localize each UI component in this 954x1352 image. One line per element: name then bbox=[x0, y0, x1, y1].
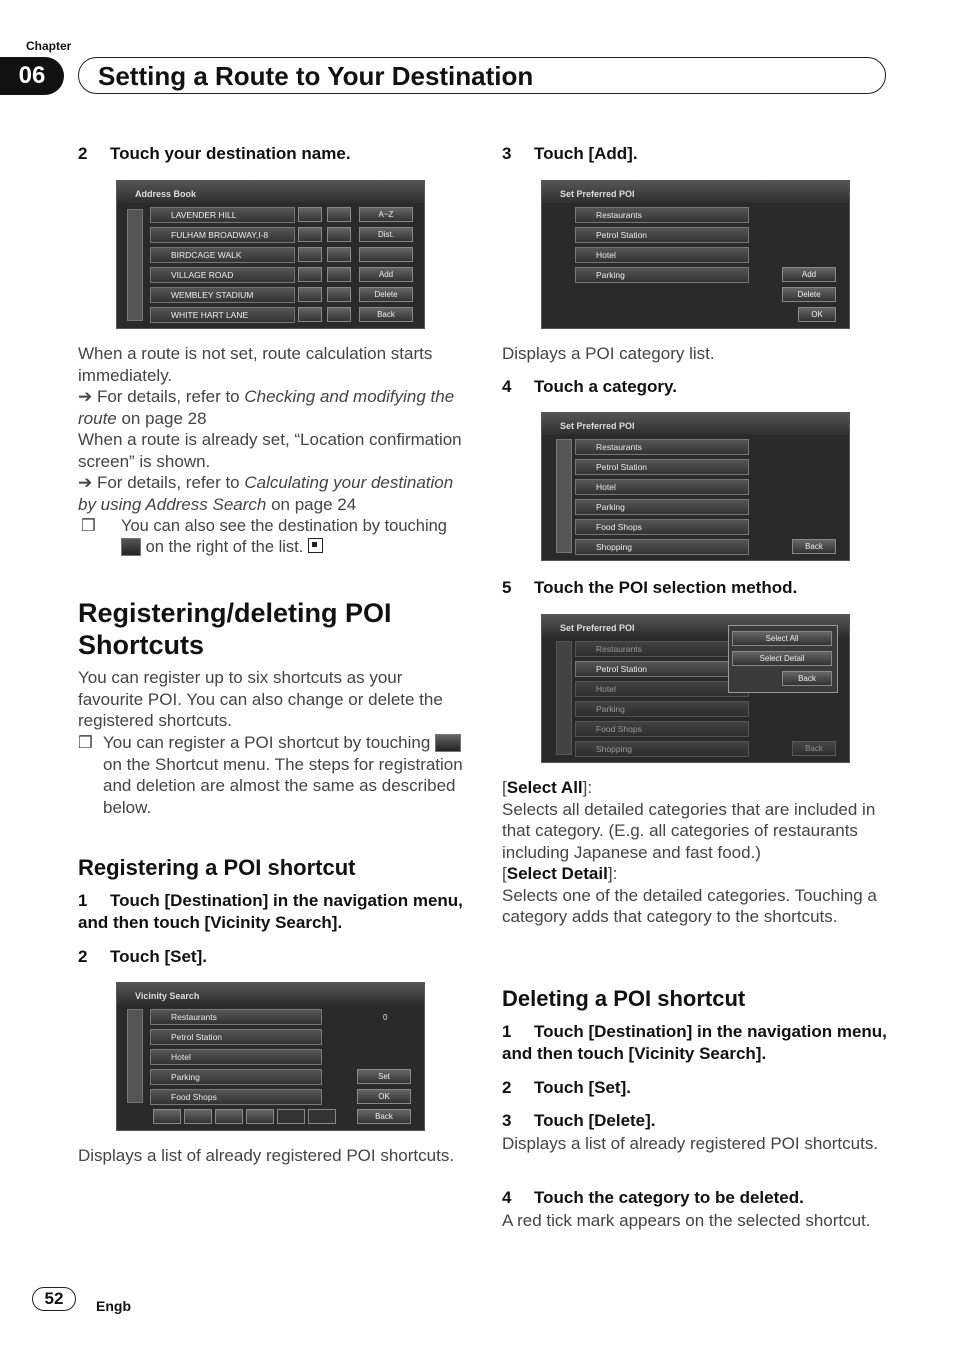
note-shortcut-menu bbox=[103, 732, 465, 818]
step-text: Touch [Destination] in the navigation menu, and then touch [Vicinity Search]. bbox=[502, 1022, 887, 1063]
delete-button: Delete bbox=[359, 287, 413, 302]
back-button: Back bbox=[359, 307, 413, 322]
list-item: Parking bbox=[575, 701, 749, 717]
select-detail-button: Select Detail bbox=[732, 651, 832, 666]
list-item: Petrol Station bbox=[575, 661, 749, 677]
ref-suffix: on page 24 bbox=[266, 494, 357, 514]
scrollbar bbox=[556, 439, 572, 553]
step-5-selection-method bbox=[502, 577, 887, 599]
step-number: 4 bbox=[502, 1188, 512, 1207]
shortcut-slot bbox=[246, 1109, 274, 1124]
register-step-1 bbox=[78, 890, 463, 934]
step-text: Touch the category to be deleted. bbox=[534, 1188, 804, 1207]
registered-list-text: Displays a list of already registered POI shortcuts. bbox=[78, 1146, 455, 1165]
preferred-poi-selection-screenshot bbox=[541, 614, 850, 763]
delete-step-1 bbox=[502, 1021, 887, 1065]
select-detail-text: Selects one of the detailed categories. Touching a category adds that category to the shortcuts. bbox=[502, 885, 877, 926]
reference-address-search bbox=[78, 472, 463, 515]
step-number: 3 bbox=[502, 144, 512, 163]
list-item: WHITE HART LANE bbox=[150, 307, 295, 323]
list-item: Petrol Station bbox=[150, 1029, 322, 1045]
chapter-label: Chapter bbox=[26, 39, 72, 53]
shortcut-icon bbox=[435, 734, 461, 752]
list-item: Restaurants bbox=[575, 641, 749, 657]
step-number: 1 bbox=[502, 1022, 512, 1041]
step-text: Touch [Delete]. bbox=[534, 1111, 656, 1130]
ok-button: OK bbox=[357, 1089, 411, 1104]
list-item: LAVENDER HILL bbox=[150, 207, 295, 223]
preferred-poi-category-screenshot bbox=[541, 412, 850, 561]
note-text-b: on the Shortcut menu. The steps for registration and deletion are almost the same as described below. bbox=[103, 754, 463, 817]
list-item: VILLAGE ROAD bbox=[150, 267, 295, 283]
subsection-title-register: Registering a POI shortcut bbox=[78, 855, 356, 880]
list-item: WEMBLEY STADIUM bbox=[150, 287, 295, 303]
step-number: 1 bbox=[78, 891, 88, 910]
select-all-label: Select All bbox=[506, 778, 583, 797]
step-number: 5 bbox=[502, 578, 512, 597]
edit-icon bbox=[327, 267, 351, 282]
select-all-text: Selects all detailed categories that are included in that category. (E.g. all categories of restaurants including Japanese and fast food.) bbox=[502, 799, 876, 862]
vicinity-search-screenshot bbox=[116, 982, 425, 1131]
step-number: 2 bbox=[78, 947, 88, 966]
set-button: Set bbox=[357, 1069, 411, 1084]
delete-step-4 bbox=[502, 1187, 887, 1209]
reference-checking-route bbox=[78, 386, 463, 429]
edit-icon bbox=[327, 287, 351, 302]
step-text: Touch [Set]. bbox=[110, 947, 207, 966]
list-item: Restaurants bbox=[575, 439, 749, 455]
ref-title: Calculating your destination by using Address Search bbox=[78, 473, 454, 514]
edit-icon bbox=[327, 227, 351, 242]
edit-icon bbox=[327, 207, 351, 222]
ref-title: Checking and modifying the route bbox=[78, 387, 455, 428]
section-intro: You can register up to six shortcuts as your favourite POI. You can also change or delete the registered shortcuts. bbox=[78, 668, 443, 730]
step-2-touch-destination bbox=[78, 143, 463, 165]
list-item: Food Shops bbox=[575, 519, 749, 535]
screenshot-title: Set Preferred POI bbox=[560, 421, 635, 431]
list-item: Hotel bbox=[575, 681, 749, 697]
list-item: Shopping bbox=[575, 539, 749, 555]
edit-icon bbox=[327, 247, 351, 262]
list-item: Shopping bbox=[575, 741, 749, 757]
sort-az-button: A~Z bbox=[359, 207, 413, 222]
map-icon bbox=[298, 307, 322, 322]
edit-icon bbox=[327, 307, 351, 322]
list-item: Parking bbox=[575, 499, 749, 515]
note-text-a: You can also see the destination by touching bbox=[121, 517, 447, 535]
count-value: 0 bbox=[383, 1013, 388, 1022]
scrollbar bbox=[556, 641, 572, 755]
page-title: Setting a Route to Your Destination bbox=[98, 61, 534, 91]
red-tick-text: A red tick mark appears on the selected shortcut. bbox=[502, 1211, 871, 1230]
list-item: Restaurants bbox=[150, 1009, 322, 1025]
step-text: Touch [Set]. bbox=[534, 1078, 631, 1097]
note-checkbox-icon: ❒ bbox=[81, 517, 96, 535]
step-text: Touch your destination name. bbox=[110, 144, 351, 163]
list-item: Restaurants bbox=[575, 207, 749, 223]
ref-suffix: on page 28 bbox=[116, 408, 207, 428]
map-icon bbox=[298, 267, 322, 282]
category-list-text: Displays a POI category list. bbox=[502, 344, 715, 363]
route-not-set-text: When a route is not set, route calculation starts immediately. bbox=[78, 344, 433, 385]
list-item: Petrol Station bbox=[575, 227, 749, 243]
language-code: Engb bbox=[96, 1298, 131, 1314]
add-button: Add bbox=[782, 267, 836, 282]
shortcut-slot bbox=[308, 1109, 336, 1124]
list-item: Hotel bbox=[575, 247, 749, 263]
ref-prefix: ➔ For details, refer to bbox=[78, 473, 245, 492]
map-icon bbox=[121, 538, 141, 556]
popup-back-button: Back bbox=[782, 671, 832, 686]
map-icon bbox=[298, 247, 322, 262]
step-text: Touch the POI selection method. bbox=[534, 578, 798, 597]
screenshot-title: Set Preferred POI bbox=[560, 189, 635, 199]
note-text-a: You can register a POI shortcut by touching bbox=[103, 733, 431, 752]
back-button: Back bbox=[792, 539, 836, 554]
delete-step-2 bbox=[502, 1077, 887, 1099]
shortcut-slot bbox=[215, 1109, 243, 1124]
screenshot-title: Vicinity Search bbox=[135, 991, 200, 1001]
subsection-title-delete: Deleting a POI shortcut bbox=[502, 986, 746, 1011]
ref-prefix: ➔ For details, refer to bbox=[78, 387, 245, 406]
map-icon bbox=[298, 207, 322, 222]
select-all-button: Select All bbox=[732, 631, 832, 646]
note-destination-icon bbox=[121, 516, 461, 558]
shortcut-slot bbox=[184, 1109, 212, 1124]
scrollbar bbox=[127, 1009, 143, 1103]
screenshot-title: Address Book bbox=[135, 189, 197, 199]
step-number: 2 bbox=[502, 1078, 512, 1097]
page-number: 52 bbox=[32, 1287, 76, 1311]
step-number: 3 bbox=[502, 1111, 512, 1130]
section-title: Registering/deleting POI Shortcuts bbox=[78, 598, 392, 660]
map-icon bbox=[298, 287, 322, 302]
sort-dist-button: Dist. bbox=[359, 227, 413, 242]
note-checkbox-icon: ❒ bbox=[78, 734, 93, 752]
list-item: Parking bbox=[150, 1069, 322, 1085]
preferred-poi-add-screenshot bbox=[541, 180, 850, 329]
screenshot-title: Set Preferred POI bbox=[560, 623, 635, 633]
step-number: 4 bbox=[502, 377, 512, 396]
step-text: Touch a category. bbox=[534, 377, 677, 396]
list-item: BIRDCAGE WALK bbox=[150, 247, 295, 263]
step-text: Touch [Add]. bbox=[534, 144, 638, 163]
shortcut-slot bbox=[277, 1109, 305, 1124]
list-item: Petrol Station bbox=[575, 459, 749, 475]
ok-button: OK bbox=[798, 307, 836, 322]
step-text: Touch [Destination] in the navigation menu, and then touch [Vicinity Search]. bbox=[78, 891, 463, 932]
delete-list-text: Displays a list of already registered POI shortcuts. bbox=[502, 1134, 879, 1153]
select-all-description: [Select All]: Selects all detailed categories that are included in that category. (E.g. all categories of restaurants including Japanese and fast food.) [Select Detail]: Selects one of the detailed categories. Touching a category adds that category to the shortcuts. bbox=[502, 777, 889, 928]
map-icon bbox=[298, 227, 322, 242]
step-number: 2 bbox=[78, 144, 88, 163]
back-button: Back bbox=[357, 1109, 411, 1124]
list-item: Hotel bbox=[150, 1049, 322, 1065]
list-item: Hotel bbox=[575, 479, 749, 495]
chapter-number: 06 bbox=[0, 57, 64, 95]
select-detail-label: Select Detail bbox=[506, 864, 608, 883]
route-already-set-text: When a route is already set, “Location confirmation screen” is shown. bbox=[78, 430, 462, 471]
register-step-2 bbox=[78, 946, 463, 968]
list-item: Food Shops bbox=[150, 1089, 322, 1105]
shortcut-slot bbox=[153, 1109, 181, 1124]
add-button: Add bbox=[359, 267, 413, 282]
note-text-b: on the right of the list. bbox=[145, 538, 304, 556]
address-book-screenshot bbox=[116, 180, 425, 329]
step-3-touch-add bbox=[502, 143, 887, 165]
delete-button: Delete bbox=[782, 287, 836, 302]
list-item: FULHAM BROADWAY,I-8 bbox=[150, 227, 295, 243]
list-item: Food Shops bbox=[575, 721, 749, 737]
delete-step-3 bbox=[502, 1110, 887, 1132]
sort-time-button bbox=[359, 247, 413, 262]
list-item: Parking bbox=[575, 267, 749, 283]
step-4-touch-category bbox=[502, 376, 887, 398]
back-button: Back bbox=[792, 741, 836, 756]
end-mark-icon bbox=[308, 538, 323, 553]
scrollbar bbox=[127, 209, 143, 321]
